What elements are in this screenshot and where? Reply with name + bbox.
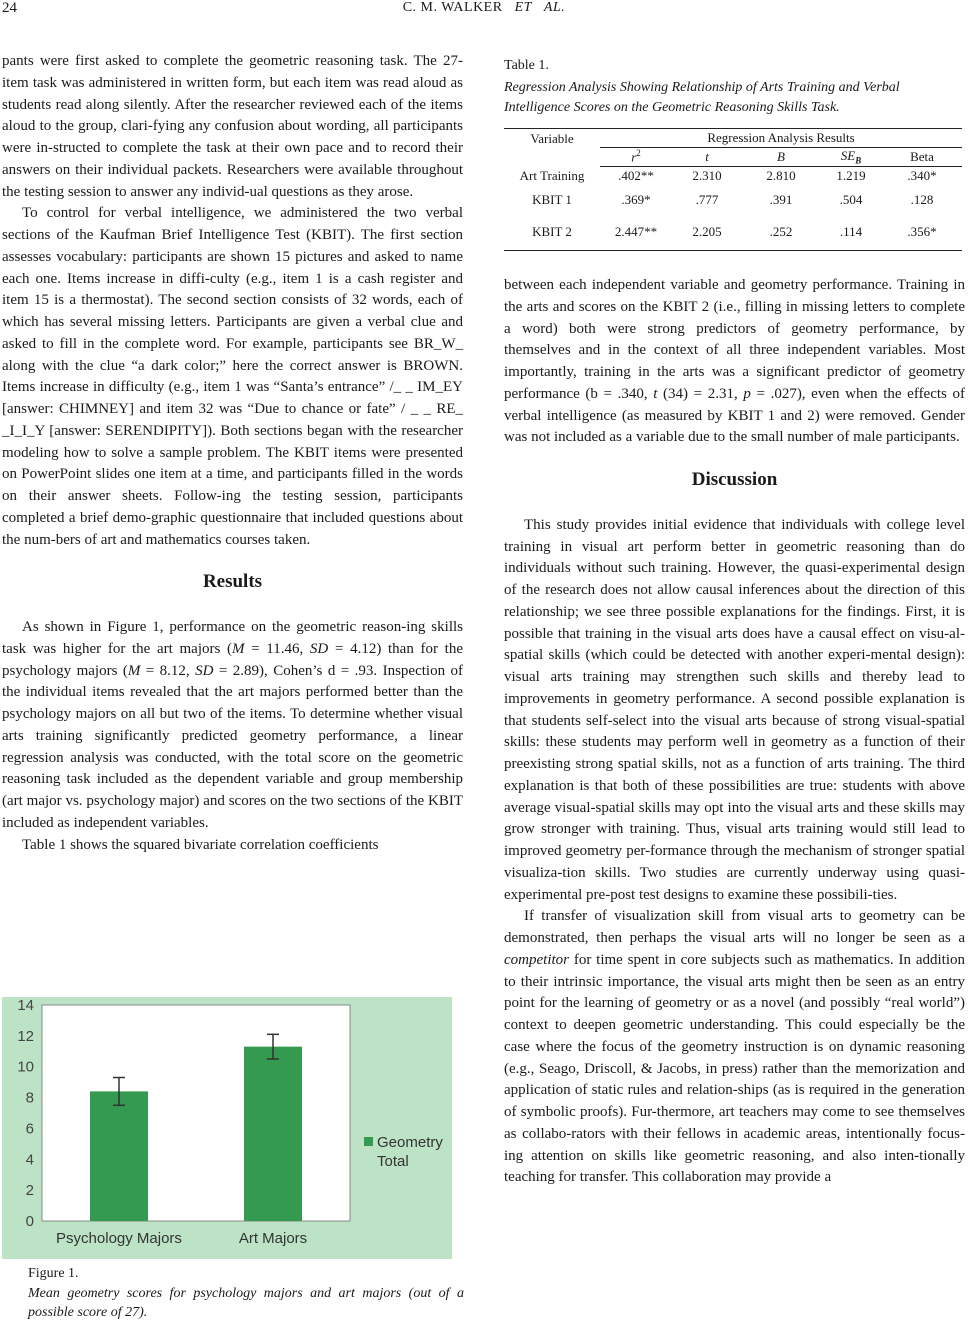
table-row: [504, 192, 962, 224]
y-tick-label: 14: [17, 997, 34, 1014]
table-cell: .128: [910, 192, 934, 207]
table-cell: .356*: [882, 224, 962, 251]
left-column: [2, 51, 463, 856]
paragraph: between each independent variable and geometry performance. Training in the arts and scores on the KBIT 2 (i.e., filling in missing letters to complete a word) both were strong predictors of geometry performance, by themselves and in the context of all three independent variables. Most importantly, training in the arts was a significant predictor of geometry performance (b = .340, t (34) = 2.31, p = .027), even when the effects of verbal intelligence (as measured by KBIT 1 and 2) were removed. Gender was not included as a variable due to the small number of male participants.: [504, 277, 965, 446]
table-cell: KBIT 1: [532, 192, 572, 207]
figure-caption: Mean geometry scores for psychology majors and art majors (out of a possible score of 27).: [28, 1286, 464, 1320]
running-head-et: ET: [514, 0, 532, 15]
table-cell: .504: [839, 192, 863, 207]
table-cell: .340*: [907, 168, 937, 183]
page-header: [0, 0, 968, 24]
y-tick-label: 12: [17, 1027, 34, 1045]
paragraph: This study provides initial evidence that individuals with college level training in visual art perform better in geometric reasoning than do individuals without such training. However, the quasi-experimental design of the research does not allow causal inferences about the direction of this relationship; we see three possible explanations for the findings. First, it is possible that training in the visual arts does have a causal effect on visu-al-spatial skills (which could be detected with another experi-mental design): visual arts training may strengthen such skills and thereby lead to improvements in geometry performance. A second possible explanation is that students self-select into the visual arts because of strong visual-spatial skills: these students may perform well in geometry as a function of their preexisting strong spatial skills, not as a function of arts training. The third explanation is that both of these possibilities are true: students with above average visual-spatial skills may opt into the visual arts and these skills may grow stronger with training. Thus, visual arts training would still lead to improved geometry per-formance through the mechanism of stronger spatial visualiza-tion skills. Two studies are currently underway using quasi-experimental pre-post test designs to examine these possibili-ties.: [504, 516, 965, 903]
legend-label: Total: [377, 1153, 409, 1170]
table-label: Table 1.: [504, 58, 549, 73]
table-header-group: Regression Analysis Results: [600, 129, 962, 148]
y-tick-label: 2: [25, 1182, 34, 1200]
y-tick-label: 6: [25, 1120, 34, 1138]
legend-swatch: [364, 1137, 373, 1146]
bar: [244, 1047, 302, 1221]
results-heading: Results: [202, 571, 263, 593]
x-tick-label: Art Majors: [238, 1230, 308, 1247]
table-cell: .369*: [621, 192, 651, 207]
y-tick-label: 4: [25, 1151, 34, 1169]
y-tick-label: 10: [17, 1058, 34, 1076]
table-cell: 1.219: [836, 168, 866, 183]
table-header-variable: Variable: [504, 129, 600, 167]
table-header-r2: $r^2$: [600, 148, 672, 167]
y-tick-label: 0: [25, 1213, 34, 1230]
table-cell: Art Training: [519, 167, 585, 183]
y-tick-label: 8: [25, 1089, 34, 1107]
table-title: Regression Analysis Showing Relationship of Arts Training and Verbal Intelligence Scores on the Geometric Reasoning Skills Task.: [504, 80, 900, 115]
plot-area: [42, 1005, 350, 1221]
figure-label: Figure 1.: [28, 1266, 79, 1281]
page-number: 24: [2, 0, 17, 16]
table-header-t: t: [672, 148, 742, 167]
paragraph: If transfer of visualization skill from visual arts to geometry can be demonstrated, then perhaps the visual arts will no longer be seen as a competitor for time spent in core subjects such as mathematics. In addition to their intrinsic importance, the visual arts might then be seen as an entry point for the learning of geometry or as a novel (and possibly “real world”) context to deepen geometric understanding. This could especially be the case where the focus of the geometry instruction is on dynamic reasoning (e.g., Seago, Driscoll, & Jacobs, in press) rather than the memorization and application of static rules and relation-ships (as is required in the generation of symbolic proofs). Fur-thermore, art teachers may come to see themselves as collabo-rators with their fellows in academic areas, intentionally focus-ing attention on skills like geometric reasoning, and also inten-tionally teaching for transfer. This collaboration may provide a: [504, 908, 965, 1186]
running-head-author: C. M. WALKER: [402, 0, 503, 15]
bar: [90, 1091, 148, 1221]
table-cell: .252: [742, 224, 820, 251]
table-row: [504, 167, 962, 193]
table-cell: .402**: [618, 168, 654, 183]
table-cell: 2.810: [766, 168, 796, 183]
table-cell: .114: [820, 224, 882, 251]
regression-table: [504, 128, 962, 251]
table-row: [504, 224, 962, 251]
table-cell: .777: [695, 192, 719, 207]
paragraph: Table 1 shows the squared bivariate correlation coefficients: [22, 836, 379, 853]
right-column: [504, 275, 965, 1189]
running-head: [0, 0, 968, 16]
table-cell: 2.205: [672, 224, 742, 251]
discussion-heading: Discussion: [691, 469, 778, 490]
bar-chart: [2, 997, 452, 1259]
table-header-beta: Beta: [882, 148, 962, 167]
legend-label: Geometry: [377, 1134, 443, 1151]
table-cell: 2.447**: [600, 224, 672, 251]
table-cell: KBIT 2: [504, 224, 600, 251]
table-header-b: B: [742, 148, 820, 167]
paragraph: pants were first asked to complete the geometric reasoning task. The 27-item task was administered in written form, but each item was read aloud as students read along silently. After the researcher reviewed each of the items aloud to the group, clari-fying any confusion about wording, all participants were in-structed to complete the task at their own pace and to record their answers on their individual packets. Researchers were available throughout the testing session to answer any individ-ual questions as they arose.: [2, 53, 463, 200]
x-tick-label: Psychology Majors: [56, 1230, 182, 1247]
table-cell: .391: [769, 192, 793, 207]
running-head-al: AL.: [543, 0, 566, 15]
paragraph: As shown in Figure 1, performance on the geometric reason-ing skills task was higher for the art majors (M = 11.46, SD = 4.12) than for the psychology majors (M = 8.12, SD = 2.89), Cohen’s d = .93. Inspection of the individual items revealed that the art majors performed better than the psychology majors on all but two of the items. To determine whether visual arts training significantly predicted geometry performance, a linear regression analysis was conducted, with the total score on the geometric reasoning task included as the dependent variable and group membership (art major vs. psychology major) and scores on the two sections of the KBIT included as independent variables.: [2, 619, 463, 831]
table-header-se: $SE_B$: [820, 148, 882, 167]
figure-1-chart: [2, 997, 452, 1259]
table-cell: 2.310: [692, 168, 722, 183]
paragraph: To control for verbal intelligence, we administered the two verbal sections of the Kaufman Brief Intelligence Test (KBIT). The first section assesses vocabulary: participants are shown 15 pictures and asked to name each one. Items increase in diffi-culty (e.g., item 1 is a cash register and item 15 is a thermostat). The second section consists of 32 words, each of which has several missing letters. Participants are given a verbal clue and asked to fill in the complete word. For example, participants see BR_W_ along with the clue “a dark color;” here the correct answer is BROWN. Items increase in difficulty (e.g., item 1 was “Santa’s entrance” /_ _ IM_EY [answer: CHIMNEY] and item 32 was “Due to chance or fate” / _ _ RE_ _I_I_Y [answer: SERENDIPITY]). Both sections began with the researcher modeling how to solve a sample problem. The KBIT items were presented on PowerPoint slides one item at a time, and participants filled in the words on their answer sheets. Follow-ing the testing session, participants completed a brief demo-graphic questionnaire that included questions about the num-bers of art and mathematics courses taken.: [2, 205, 463, 548]
